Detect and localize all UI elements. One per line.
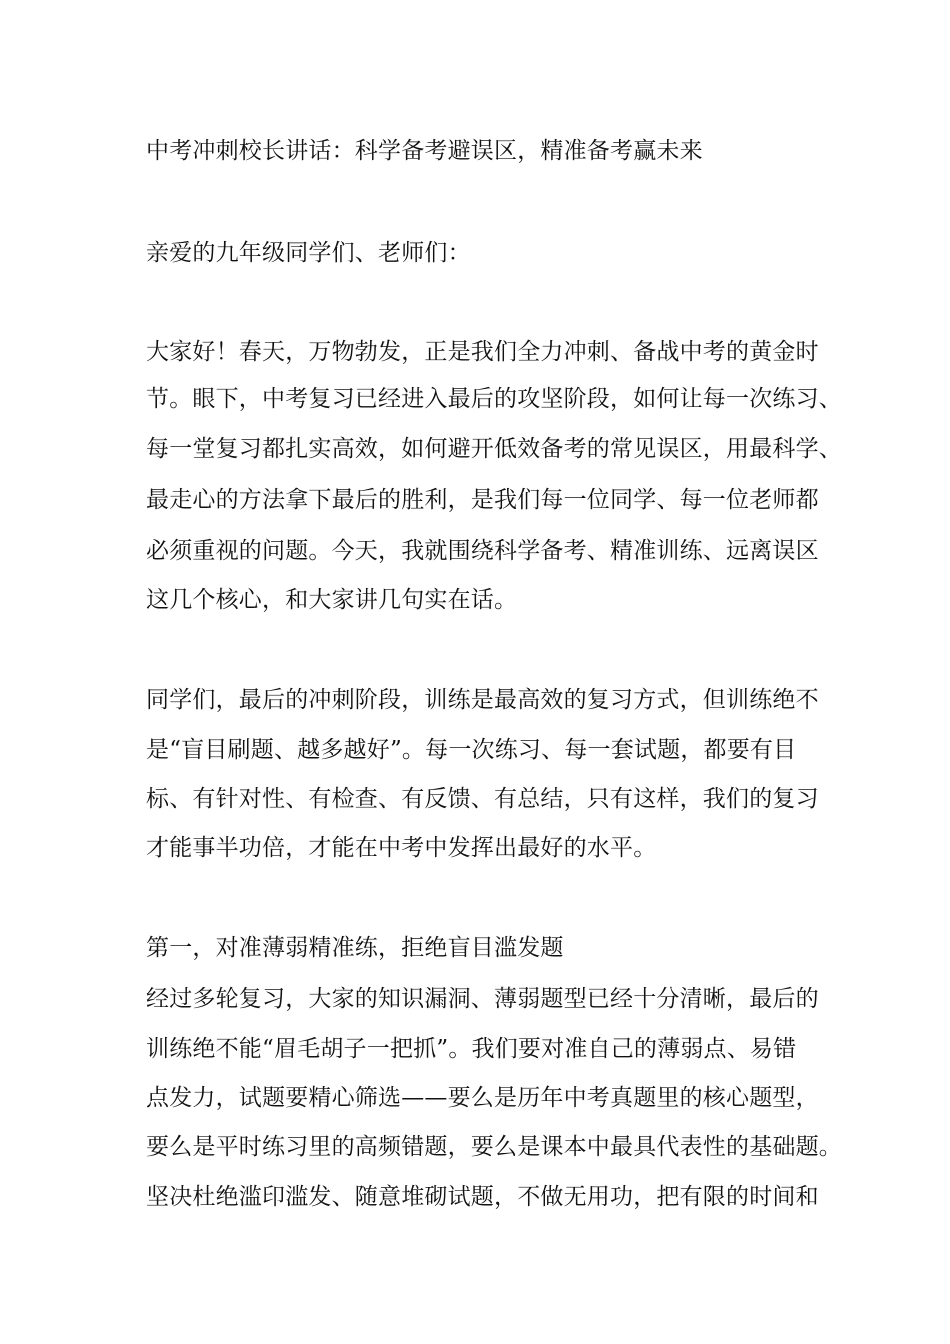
paragraph-line: 坚决杜绝滥印滥发、随意堆砌试题，不做无用功，把有限的时间和 (146, 1184, 819, 1210)
paragraph-line: 同学们，最后的冲刺阶段，训练是最高效的复习方式，但训练绝不 (146, 687, 819, 713)
paragraph-line: 节。眼下，中考复习已经进入最后的攻坚阶段，如何让每一次练习、 (146, 386, 842, 412)
document-title: 中考冲刺校长讲话：科学备考避误区，精准备考赢未来 (146, 138, 703, 164)
salutation: 亲爱的九年级同学们、老师们： (146, 240, 471, 266)
paragraph-line: 经过多轮复习，大家的知识漏洞、薄弱题型已经十分清晰，最后的 (146, 986, 819, 1012)
section-heading: 第一，对准薄弱精准练，拒绝盲目滥发题 (146, 935, 564, 961)
paragraph-line: 必须重视的问题。今天，我就围绕科学备考、精准训练、远离误区 (146, 538, 819, 564)
paragraph-line: 标、有针对性、有检查、有反馈、有总结，只有这样，我们的复习 (146, 786, 819, 812)
paragraph-line: 才能事半功倍，才能在中考中发挥出最好的水平。 (146, 835, 657, 861)
paragraph-line: 大家好！春天，万物勃发，正是我们全力冲刺、备战中考的黄金时 (146, 339, 819, 365)
paragraph-line: 是“盲目刷题、越多越好”。每一次练习、每一套试题，都要有目 (146, 737, 797, 763)
paragraph-line: 点发力，试题要精心筛选——要么是历年中考真题里的核心题型， (146, 1085, 819, 1111)
paragraph-line: 这几个核心，和大家讲几句实在话。 (146, 587, 518, 613)
paragraph-line: 要么是平时练习里的高频错题，要么是课本中最具代表性的基础题。 (146, 1134, 842, 1160)
paragraph-line: 最走心的方法拿下最后的胜利，是我们每一位同学、每一位老师都 (146, 487, 819, 513)
paragraph-line: 训练绝不能“眉毛胡子一把抓”。我们要对准自己的薄弱点、易错 (146, 1036, 797, 1062)
paragraph-line: 每一堂复习都扎实高效，如何避开低效备考的常见误区，用最科学、 (146, 436, 842, 462)
